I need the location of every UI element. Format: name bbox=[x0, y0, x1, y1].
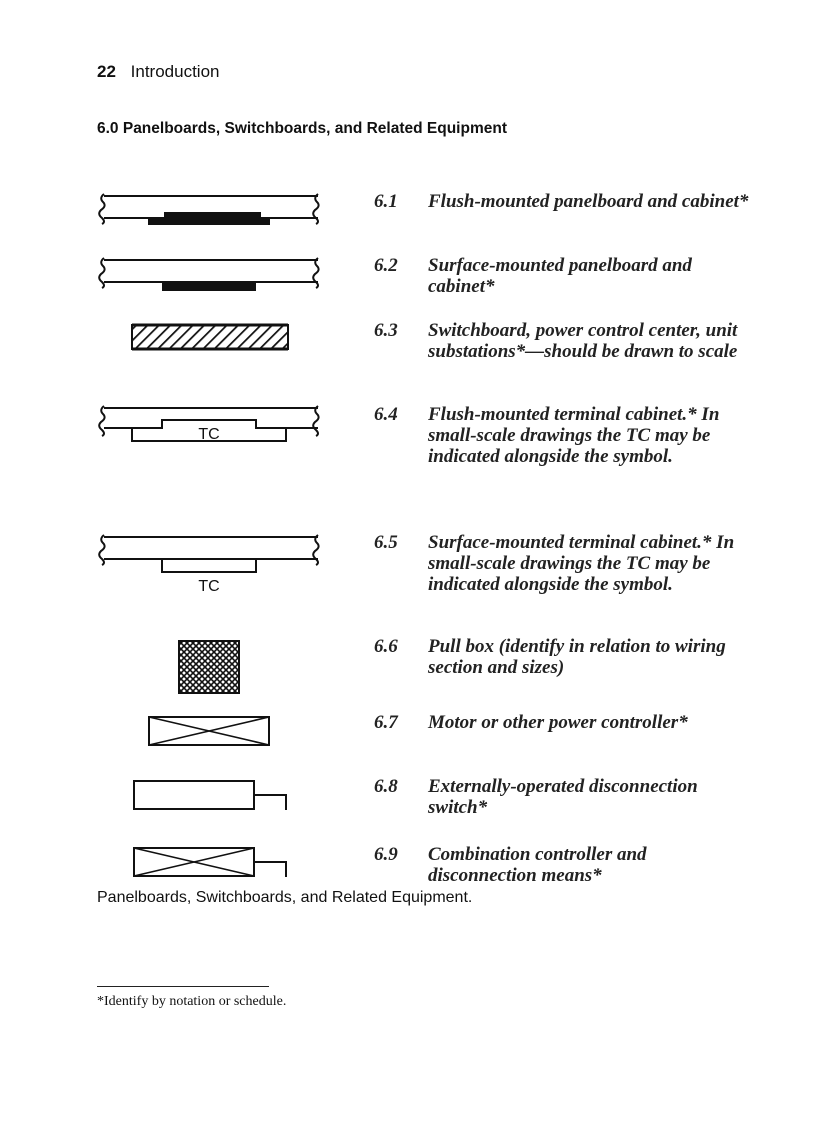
entry-number: 6.8 bbox=[374, 776, 398, 797]
footnote: *Identify by notation or schedule. bbox=[97, 994, 287, 1009]
running-title: Introduction bbox=[130, 62, 220, 81]
tc-label: TC bbox=[198, 426, 220, 443]
section-title: 6.0 Panelboards, Switchboards, and Related Equipment bbox=[97, 120, 507, 137]
entry-text: Flush-mounted terminal cabinet.* In small-scale drawings the TC may be indicated alongside the symbol. bbox=[428, 404, 720, 467]
entry-text: Surface-mounted panelboard and cabinet* bbox=[428, 255, 692, 297]
entry-number: 6.3 bbox=[374, 320, 398, 341]
entry-number: 6.5 bbox=[374, 532, 398, 553]
flush-panelboard-symbol bbox=[96, 192, 326, 232]
entry-number: 6.6 bbox=[374, 636, 398, 657]
entry-number: 6.9 bbox=[374, 844, 398, 865]
disconnect-switch-symbol bbox=[131, 778, 291, 814]
entry-text: Motor or other power controller* bbox=[428, 712, 688, 733]
switchboard-symbol bbox=[128, 321, 292, 353]
page-number: 22 bbox=[97, 62, 116, 81]
figure-caption: Panelboards, Switchboards, and Related Equipment. bbox=[97, 889, 473, 906]
entry-number: 6.7 bbox=[374, 712, 398, 733]
entry-text: Switchboard, power control center, unit substations*—should be drawn to scale bbox=[428, 320, 738, 362]
tc-label: TC bbox=[198, 578, 220, 595]
entry-text: Flush-mounted panelboard and cabinet* bbox=[428, 191, 749, 212]
entry-text: Combination controller and disconnection means* bbox=[428, 844, 647, 886]
pull-box-symbol bbox=[178, 640, 240, 694]
entry-number: 6.2 bbox=[374, 255, 398, 276]
combination-controller-symbol bbox=[131, 845, 291, 881]
entry-number: 6.1 bbox=[374, 191, 398, 212]
entry-number: 6.4 bbox=[374, 404, 398, 425]
flush-terminal-cabinet-symbol bbox=[96, 404, 326, 446]
surface-terminal-cabinet-symbol bbox=[96, 533, 326, 595]
entry-text: Externally-operated disconnection switch* bbox=[428, 776, 698, 818]
footnote-rule bbox=[97, 986, 269, 987]
entry-text: Pull box (identify in relation to wiring section and sizes) bbox=[428, 636, 726, 678]
motor-controller-symbol bbox=[146, 714, 272, 748]
surface-panelboard-symbol bbox=[96, 256, 326, 296]
entry-text: Surface-mounted terminal cabinet.* In small-scale drawings the TC may be indicated alongside the symbol. bbox=[428, 532, 735, 595]
page-header bbox=[97, 62, 220, 82]
